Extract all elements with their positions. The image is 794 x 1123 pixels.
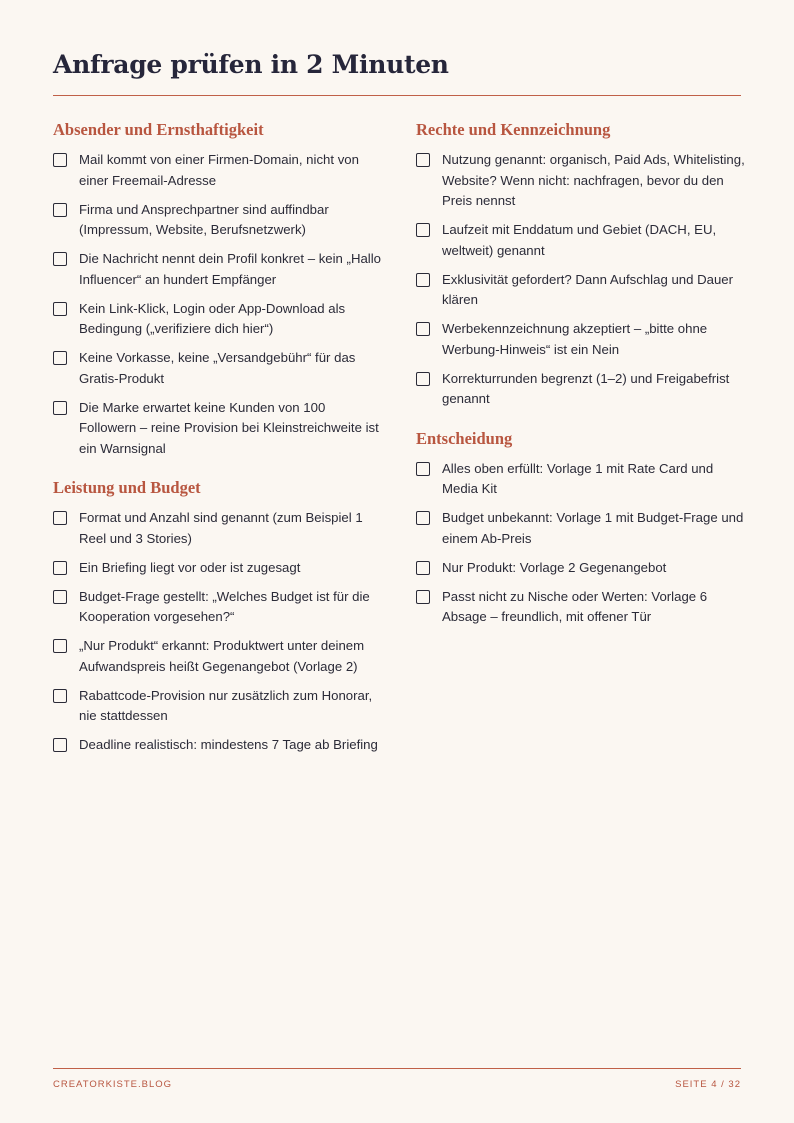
checklist-item <box>416 369 746 410</box>
checklist-section <box>416 120 746 410</box>
footer-divider <box>53 1068 741 1069</box>
checklist-item <box>416 587 746 628</box>
checklist-item-text: Budget-Frage gestellt: „Welches Budget ist für die Kooperation vorgesehen?“ <box>79 588 370 624</box>
title-divider <box>53 95 741 96</box>
checklist-item-text: Firma und Ansprechpartner sind auffindbar (Impressum, Website, Berufsnetzwerk) <box>79 201 329 237</box>
checklist-item <box>53 508 383 549</box>
checkbox-icon[interactable] <box>416 590 430 604</box>
checklist-item <box>416 508 746 549</box>
checkbox-icon[interactable] <box>53 203 67 217</box>
checklist-item-text: Budget unbekannt: Vorlage 1 mit Budget-Frage und einem Ab-Preis <box>442 510 744 546</box>
checklist-item-text: Die Nachricht nennt dein Profil konkret – kein „Hallo Influencer“ an hundert Empfänger <box>79 251 381 287</box>
checkbox-icon[interactable] <box>416 511 430 525</box>
checklist-item <box>416 270 746 311</box>
checklist-item <box>53 686 383 727</box>
checkbox-icon[interactable] <box>416 273 430 287</box>
checkbox-icon[interactable] <box>416 561 430 575</box>
checklist-item-text: Alles oben erfüllt: Vorlage 1 mit Rate Card und Media Kit <box>442 460 714 496</box>
checklist-item <box>53 299 383 340</box>
checkbox-icon[interactable] <box>53 401 67 415</box>
section-heading: Entscheidung <box>416 428 513 448</box>
checklist-item-text: Nur Produkt: Vorlage 2 Gegenangebot <box>442 559 667 575</box>
checklist-section <box>53 478 383 756</box>
checkbox-icon[interactable] <box>416 462 430 476</box>
checklist-item <box>53 200 383 241</box>
checklist-item-text: Exklusivität gefordert? Dann Aufschlag und Dauer klären <box>442 271 734 307</box>
checklist-item <box>53 398 383 460</box>
checkbox-icon[interactable] <box>53 590 67 604</box>
checkbox-icon[interactable] <box>53 252 67 266</box>
checklist-item-text: Laufzeit mit Enddatum und Gebiet (DACH, EU, weltweit) genannt <box>442 222 717 258</box>
checkbox-icon[interactable] <box>53 153 67 167</box>
checkbox-icon[interactable] <box>416 153 430 167</box>
checklist-item <box>53 150 383 191</box>
checklist-item <box>53 587 383 628</box>
checklist-section <box>53 120 383 459</box>
checklist-item <box>416 558 746 579</box>
checkbox-icon[interactable] <box>53 689 67 703</box>
checklist-item <box>53 558 383 579</box>
left-column <box>53 120 383 764</box>
checkbox-icon[interactable] <box>53 639 67 653</box>
section-heading: Absender und Ernsthaftigkeit <box>53 120 264 139</box>
checklist-item <box>416 220 746 261</box>
checkbox-icon[interactable] <box>53 302 67 316</box>
checklist-item-text: Rabattcode-Provision nur zusätzlich zum Honorar, nie stattdessen <box>79 687 373 723</box>
checklist-item <box>53 735 383 756</box>
page-title: Anfrage prüfen in 2 Minuten <box>53 50 449 79</box>
checklist-item-text: Keine Vorkasse, keine „Versandgebühr“ für das Gratis-Produkt <box>79 350 356 386</box>
checklist-item <box>416 459 746 500</box>
checklist-item <box>53 636 383 677</box>
checklist-item-text: Nutzung genannt: organisch, Paid Ads, Whitelisting, Website? Wenn nicht: nachfragen, bevor du den Preis nennst <box>442 152 745 208</box>
checklist-item-text: Ein Briefing liegt vor oder ist zugesagt <box>79 559 301 575</box>
checklist-item <box>416 319 746 360</box>
checklist-item-text: Die Marke erwartet keine Kunden von 100 Followern – reine Provision bei Kleinstreichweite ist ein Warnsignal <box>79 399 379 456</box>
checkbox-icon[interactable] <box>416 223 430 237</box>
checkbox-icon[interactable] <box>53 511 67 525</box>
checkbox-icon[interactable] <box>53 738 67 752</box>
checkbox-icon[interactable] <box>416 372 430 386</box>
checklist-item <box>53 249 383 290</box>
checklist-section <box>416 429 746 628</box>
checklist-item-text: „Nur Produkt“ erkannt: Produktwert unter deinem Aufwandspreis heißt Gegenangebot (Vorlage 2) <box>79 638 365 674</box>
checkbox-icon[interactable] <box>53 351 67 365</box>
checkbox-icon[interactable] <box>53 561 67 575</box>
section-heading: Leistung und Budget <box>53 478 201 497</box>
checklist-item-text: Passt nicht zu Nische oder Werten: Vorlage 6 Absage – freundlich, mit offener Tür <box>442 588 708 624</box>
checklist-item-text: Korrekturrunden begrenzt (1–2) und Freigabefrist genannt <box>442 370 730 406</box>
checklist-item-text: Mail kommt von einer Firmen-Domain, nicht von einer Freemail-Adresse <box>79 152 359 188</box>
checkbox-icon[interactable] <box>416 322 430 336</box>
checklist-item-text: Kein Link-Klick, Login oder App-Download als Bedingung („verifiziere dich hier“) <box>79 300 346 336</box>
checklist-item-text: Format und Anzahl sind genannt (zum Beispiel 1 Reel und 3 Stories) <box>79 510 363 546</box>
checklist-item <box>53 348 383 389</box>
footer-site: CREATORKISTE.BLOG <box>53 1079 173 1090</box>
checklist-item-text: Werbekennzeichnung akzeptiert – „bitte ohne Werbung-Hinweis“ ist ein Nein <box>442 321 708 357</box>
checklist-item-text: Deadline realistisch: mindestens 7 Tage ab Briefing <box>79 737 378 752</box>
right-column <box>416 120 746 636</box>
checklist-item <box>416 150 746 212</box>
section-heading: Rechte und Kennzeichnung <box>416 120 611 139</box>
footer-page-number: SEITE 4 / 32 <box>675 1079 741 1090</box>
